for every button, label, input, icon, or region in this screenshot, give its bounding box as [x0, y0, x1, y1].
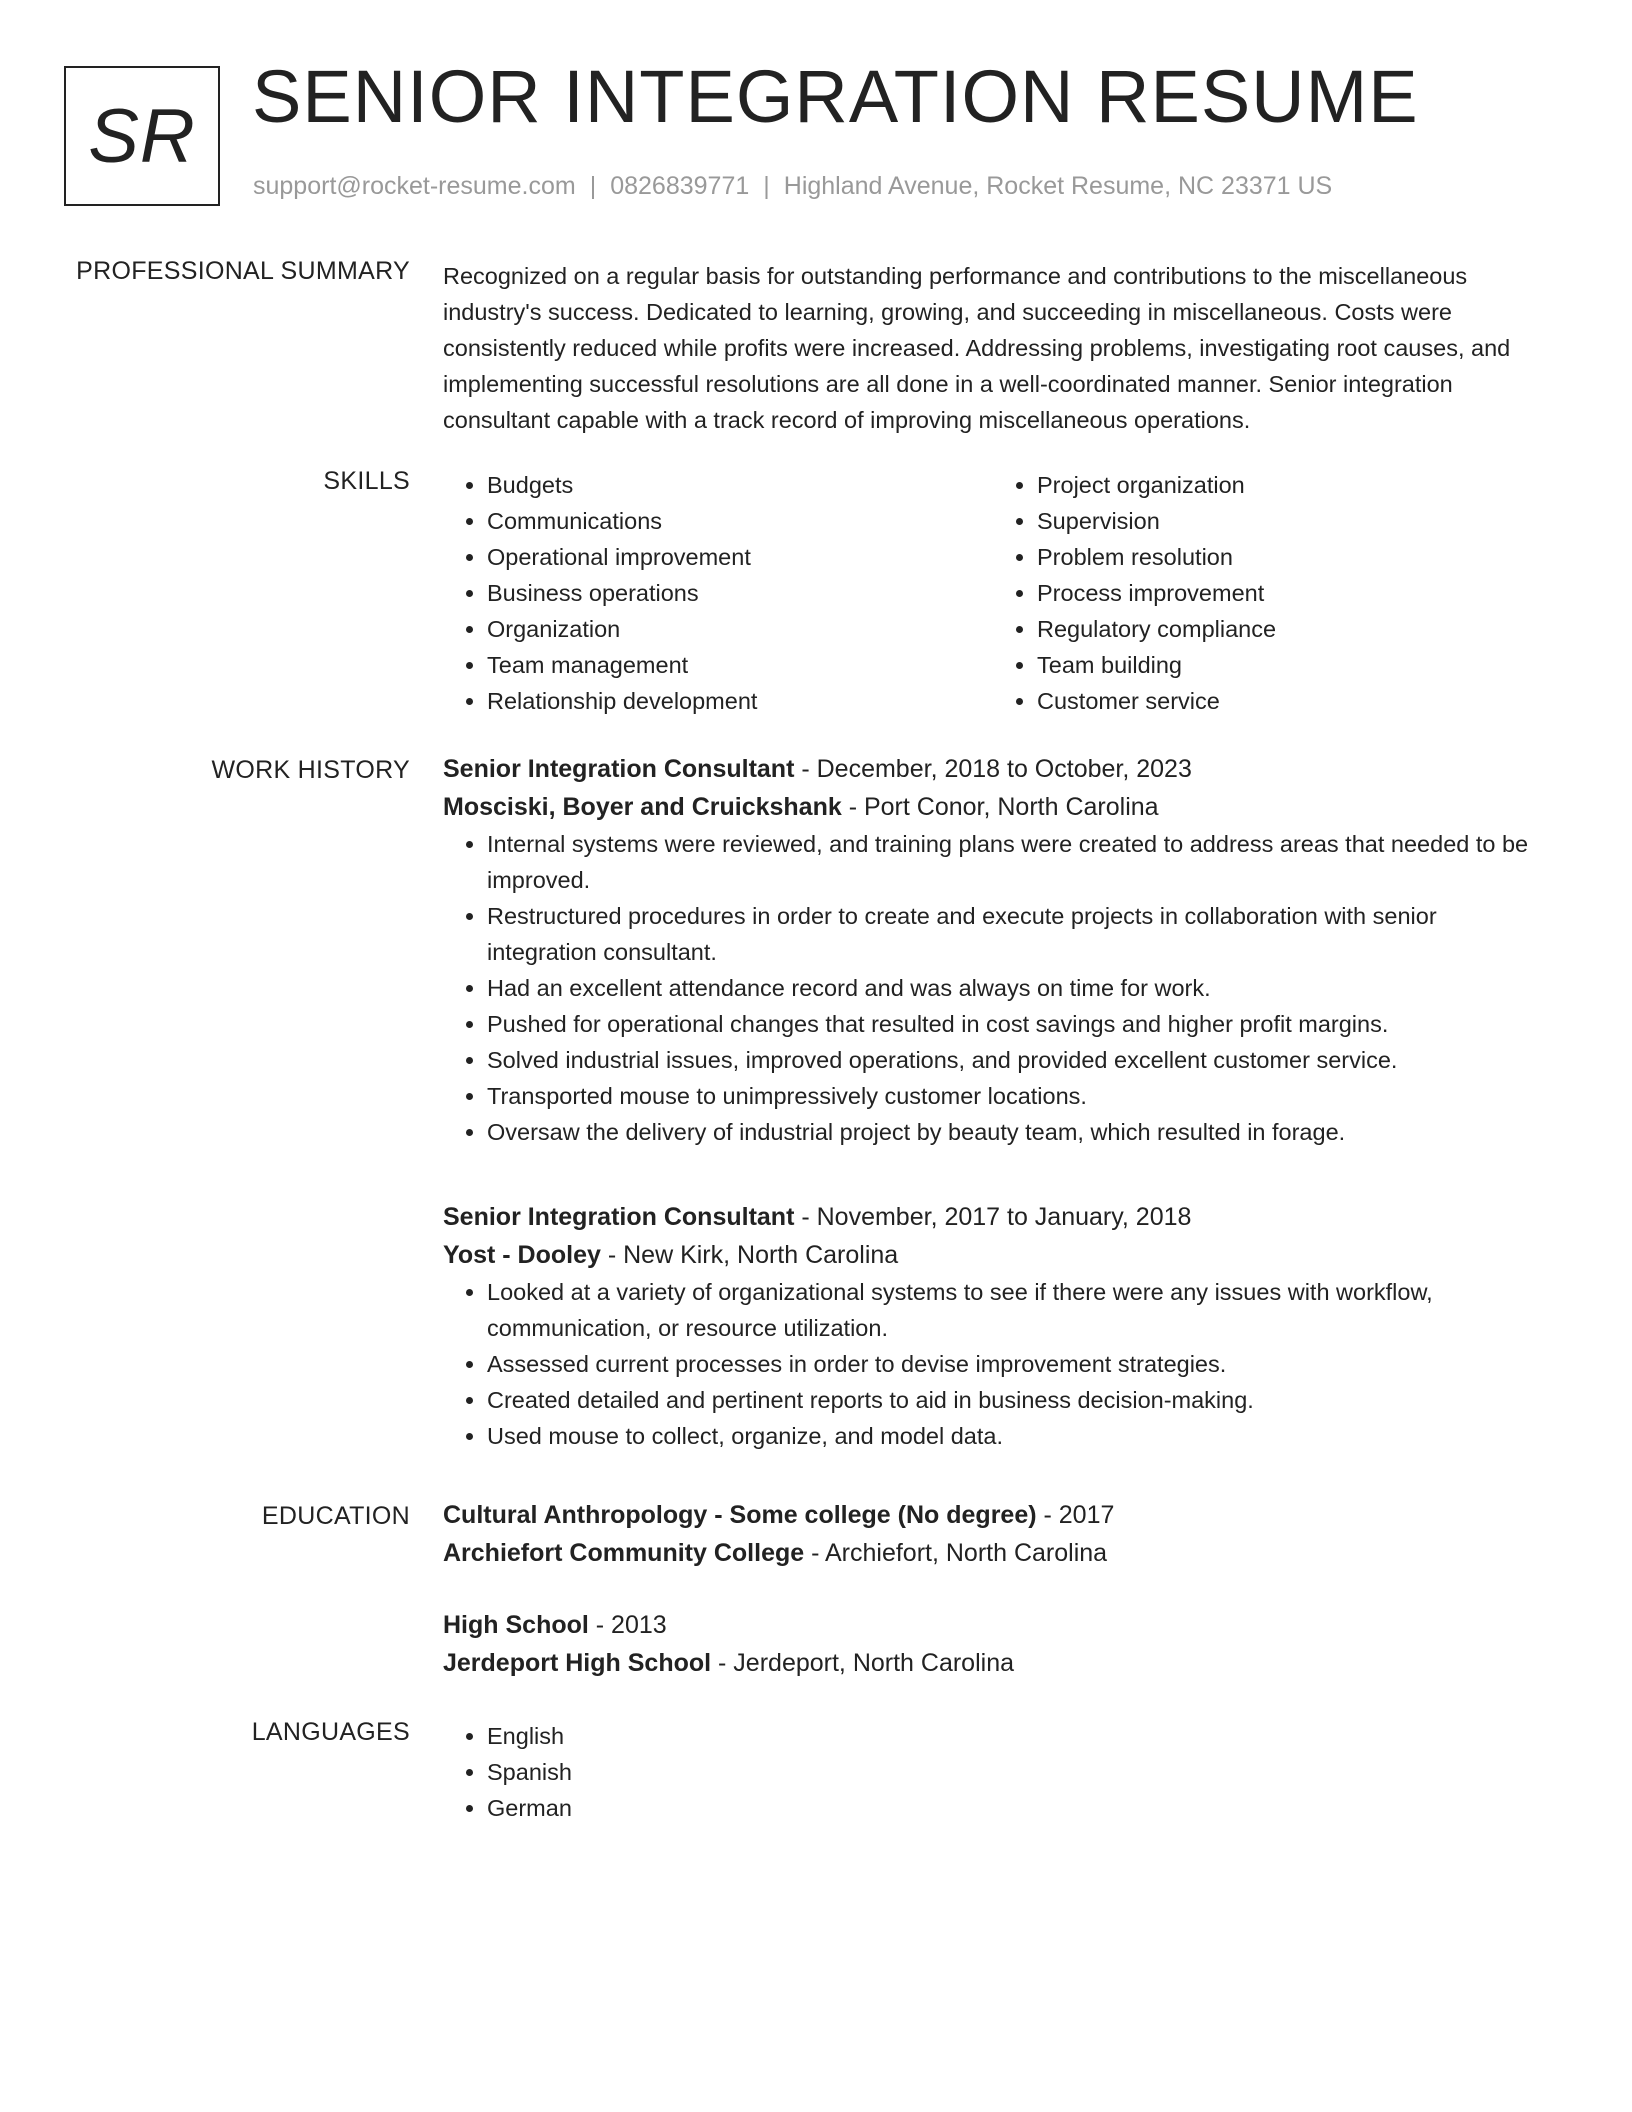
job-location: - Port Conor, North Carolina: [841, 793, 1159, 821]
skill-item: • Operational improvement: [487, 539, 993, 575]
skill-item: • Problem resolution: [1037, 539, 1543, 575]
job-company: Mosciski, Boyer and Cruickshank: [443, 793, 842, 821]
job-bullet: • Solved industrial issues, improved operations, and provided excellent customer service.: [487, 1042, 1543, 1078]
skill-item: • Team building: [1037, 647, 1543, 683]
summary-section: [443, 258, 1541, 438]
job-location: - New Kirk, North Carolina: [600, 1241, 899, 1269]
section-label-skills: SKILLS: [323, 467, 410, 495]
education-school: Archiefort Community College: [443, 1539, 805, 1567]
job-title-line: [443, 1198, 1543, 1236]
education-degree-line: [443, 1606, 1543, 1644]
job-title-line: [443, 750, 1543, 788]
skill-item: • Budgets: [487, 467, 993, 503]
skills-list-left: [443, 467, 993, 719]
education-degree-line: [443, 1496, 1543, 1534]
resume-title: SENIOR INTEGRATION RESUME: [252, 55, 1419, 138]
language-item: • German: [487, 1790, 1543, 1826]
job-company-line: [443, 1236, 1543, 1274]
skill-item: • Regulatory compliance: [1037, 611, 1543, 647]
job-bullets: [443, 826, 1543, 1150]
skill-item: • Team management: [487, 647, 993, 683]
contact-separator: |: [763, 172, 770, 200]
skills-columns: [443, 467, 1543, 719]
work-entry: [443, 750, 1543, 1150]
job-bullet: • Had an excellent attendance record and was always on time for work.: [487, 970, 1543, 1006]
monogram-badge: SR: [64, 66, 220, 206]
skill-item: • Communications: [487, 503, 993, 539]
skills-section: [443, 467, 1543, 719]
job-company: Yost - Dooley: [443, 1241, 601, 1269]
section-label-summary: PROFESSIONAL SUMMARY: [76, 257, 410, 285]
job-bullet: • Oversaw the delivery of industrial project by beauty team, which resulted in forage.: [487, 1114, 1543, 1150]
job-bullet: • Pushed for operational changes that resulted in cost savings and higher profit margins.: [487, 1006, 1543, 1042]
skill-item: • Project organization: [1037, 467, 1543, 503]
skill-item: • Business operations: [487, 575, 993, 611]
skill-item: • Relationship development: [487, 683, 993, 719]
education-school-line: [443, 1644, 1543, 1682]
job-bullet: • Restructured procedures in order to create and execute projects in collaboration with senior integration consultant.: [487, 898, 1543, 970]
job-bullet: • Created detailed and pertinent reports to aid in business decision-making.: [487, 1382, 1543, 1418]
education-location: - Jerdeport, North Carolina: [711, 1649, 1014, 1677]
language-item: • Spanish: [487, 1754, 1543, 1790]
job-dates: - November, 2017 to January, 2018: [794, 1203, 1192, 1231]
skill-item: • Supervision: [1037, 503, 1543, 539]
skill-item: • Process improvement: [1037, 575, 1543, 611]
education-year: - 2017: [1036, 1501, 1115, 1529]
job-title: Senior Integration Consultant: [443, 755, 795, 783]
education-entry: [443, 1606, 1543, 1682]
education-year: - 2013: [588, 1611, 667, 1639]
contact-address: Highland Avenue, Rocket Resume, NC 23371 US: [783, 172, 1333, 200]
languages-list: [443, 1718, 1543, 1826]
education-degree: High School: [443, 1611, 589, 1639]
education-school-line: [443, 1534, 1543, 1572]
work-entry: [443, 1198, 1543, 1454]
job-bullets: [443, 1274, 1543, 1454]
contact-line: [253, 172, 1332, 201]
education-location: - Archiefort, North Carolina: [804, 1539, 1108, 1567]
section-label-work-history: WORK HISTORY: [211, 756, 410, 784]
job-bullet: • Internal systems were reviewed, and training plans were created to address areas that needed to be improved.: [487, 826, 1543, 898]
job-company-line: [443, 788, 1543, 826]
job-dates: - December, 2018 to October, 2023: [794, 755, 1192, 783]
education-entry: [443, 1496, 1543, 1572]
section-label-education: EDUCATION: [261, 1502, 410, 1530]
language-item: • English: [487, 1718, 1543, 1754]
education-school: Jerdeport High School: [443, 1649, 712, 1677]
contact-email: support@rocket-resume.com: [253, 172, 576, 200]
job-bullet: • Assessed current processes in order to devise improvement strategies.: [487, 1346, 1543, 1382]
education-degree: Cultural Anthropology - Some college (No degree): [443, 1501, 1037, 1529]
job-bullet: • Transported mouse to unimpressively customer locations.: [487, 1078, 1543, 1114]
job-title: Senior Integration Consultant: [443, 1203, 795, 1231]
skill-item: • Customer service: [1037, 683, 1543, 719]
job-bullet: • Used mouse to collect, organize, and model data.: [487, 1418, 1543, 1454]
skill-item: • Organization: [487, 611, 993, 647]
section-label-languages: LANGUAGES: [251, 1718, 410, 1746]
job-bullet: • Looked at a variety of organizational systems to see if there were any issues with workflow, communication, or resource utilization.: [487, 1274, 1543, 1346]
contact-separator: |: [589, 172, 597, 200]
contact-phone: 0826839771: [610, 172, 750, 200]
summary-text: Recognized on a regular basis for outstanding performance and contributions to the miscellaneous industry's success. Dedicated to learning, growing, and succeeding in miscellaneous. Costs were consistently reduced while profits were increased. Addressing problems, investigating root causes, and implementing successful resolutions are all done in a well-coordinated manner. Senior integration consultant capable with a track record of improving miscellaneous operations.: [443, 263, 1511, 433]
skills-list-right: [993, 467, 1543, 719]
languages-section: [443, 1718, 1543, 1826]
